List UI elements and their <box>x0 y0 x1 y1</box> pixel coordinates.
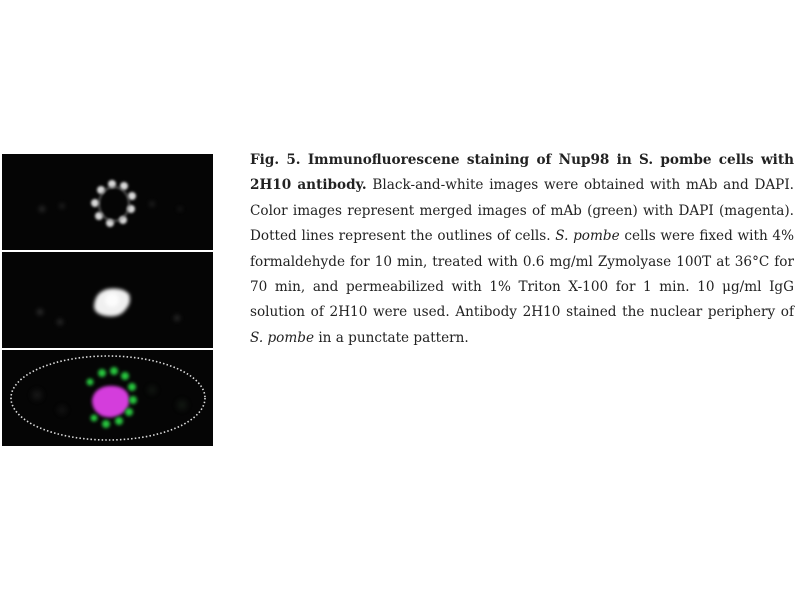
mab-image <box>2 154 213 250</box>
species-name: S. pombe <box>250 329 314 346</box>
caption-text-2: cells were fixed with 4% formaldehyde for 10 min, treated with 0.6 mg/ml Zymolyase 100T at 36°C for 70 min, and permeabilized with 1% Triton X-100 for 1 min. 10 μg/ml IgG solution of 2H10 were used. Antibody 2H10 stained the nuclear periphery of <box>250 228 794 321</box>
caption-title: Fig. 5. Immunofluorescene staining of Nup98 in S. pombe cells with 2H10 antibody. <box>250 152 794 194</box>
micrograph-panels <box>2 154 213 446</box>
figure-caption <box>250 148 794 351</box>
dapi-image <box>2 252 213 348</box>
species-name: S. pombe <box>555 228 620 245</box>
merged-image <box>2 350 213 446</box>
mab-panel <box>2 154 213 250</box>
caption-text-1: Black-and-white images were obtained with mAb and DAPI. Color images represent merged images of mAb (green) with DAPI (magenta). Dotted lines represent the outlines of cells. <box>250 177 795 245</box>
dapi-panel <box>2 252 213 348</box>
merged-panel <box>2 350 213 446</box>
caption-text-3: in a punctate pattern. <box>314 329 469 346</box>
